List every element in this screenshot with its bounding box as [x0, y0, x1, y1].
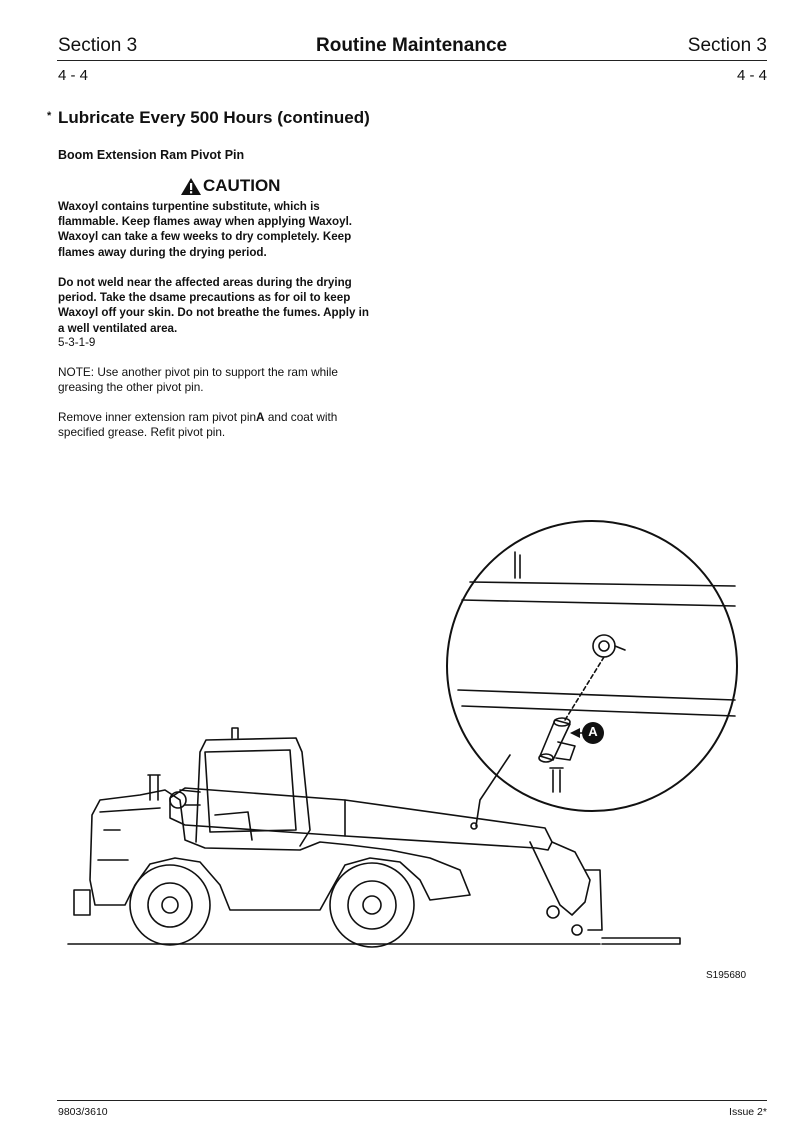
detail-boom-top-edge	[462, 600, 735, 606]
caution-line: flammable. Keep flames away when applying Waxoyl.	[58, 215, 353, 229]
section-label-left: Section 3	[58, 35, 138, 56]
beacon	[232, 728, 238, 738]
fork-carriage	[585, 870, 602, 930]
detail-boom-upper-edge	[470, 582, 735, 586]
seat	[215, 812, 252, 840]
caution-title: CAUTION	[203, 176, 281, 195]
rear-wheel	[330, 863, 414, 947]
callout-label-a: A	[588, 724, 598, 739]
caution-line: period. Take the dsame precautions as for oil to keep	[58, 291, 351, 305]
detail-pivot-hole-inner	[599, 641, 609, 651]
page-title: Routine Maintenance	[316, 35, 508, 56]
page-number-right: 4 - 4	[736, 67, 767, 84]
boom-pivot-circle	[170, 792, 186, 808]
note-line: greasing the other pivot pin.	[58, 380, 204, 395]
detail-pivot-tab	[615, 646, 625, 650]
sub-heading: Boom Extension Ram Pivot Pin	[58, 148, 245, 162]
note-line: NOTE: Use another pivot pin to support the ram while	[58, 365, 338, 379]
reference-code: 5-3-1-9	[58, 336, 96, 349]
caution-line: a well ventilated area.	[58, 321, 178, 335]
carriage-pivot	[547, 906, 559, 918]
revision-marker: *	[47, 110, 52, 122]
document-number: 9803/3610	[58, 1106, 108, 1118]
front-hub	[148, 883, 192, 927]
front-wheel	[130, 865, 210, 945]
caution-line: Waxoyl can take a few weeks to dry completely. Keep	[58, 230, 352, 244]
detail-circle	[447, 521, 737, 811]
instruction-text: Remove inner extension ram pivot pin	[58, 410, 257, 424]
chassis-body	[90, 790, 470, 910]
rear-hub-center	[363, 896, 381, 914]
instruction-line: specified grease. Refit pivot pin.	[58, 425, 226, 440]
caution-line: Do not weld near the affected areas during the drying	[58, 276, 352, 289]
page-number-left: 4 - 4	[58, 67, 89, 84]
detail-retainer-plate	[556, 742, 575, 760]
footer-rule	[57, 1100, 767, 1101]
issue-number: Issue 2*	[729, 1106, 767, 1118]
detail-boom-lower-edge	[458, 690, 735, 700]
counterweight	[74, 890, 90, 915]
detail-boom-bottom-edge	[462, 706, 735, 716]
callout-arrow-head	[570, 728, 580, 738]
section-label-right: Section 3	[687, 35, 767, 56]
rear-hub	[348, 881, 396, 929]
detail-retaining-bolt	[550, 768, 563, 792]
exhaust-pipe	[148, 775, 160, 800]
pivot-pin-label: A	[256, 410, 265, 424]
caution-line: flames away during the drying period.	[58, 245, 267, 259]
fork-tine	[602, 938, 680, 944]
detail-pivot-hole	[593, 635, 615, 657]
section-heading: Lubricate Every 500 Hours (continued)	[58, 108, 370, 127]
figure-id: S195680	[706, 970, 747, 981]
engine-cover	[98, 808, 160, 860]
detail-bracket	[515, 552, 520, 578]
caution-line: Waxoyl contains turpentine substitute, which is	[58, 200, 320, 213]
instruction-text: and coat with	[264, 410, 338, 424]
front-hub-center	[162, 897, 178, 913]
boom-outer	[170, 788, 552, 850]
caution-line: Waxoyl off your skin. Do not breathe the fumes. Apply in	[58, 306, 369, 320]
callout-pointer	[476, 755, 510, 826]
boom-nose	[530, 842, 590, 915]
carriage-pivot	[572, 925, 582, 935]
